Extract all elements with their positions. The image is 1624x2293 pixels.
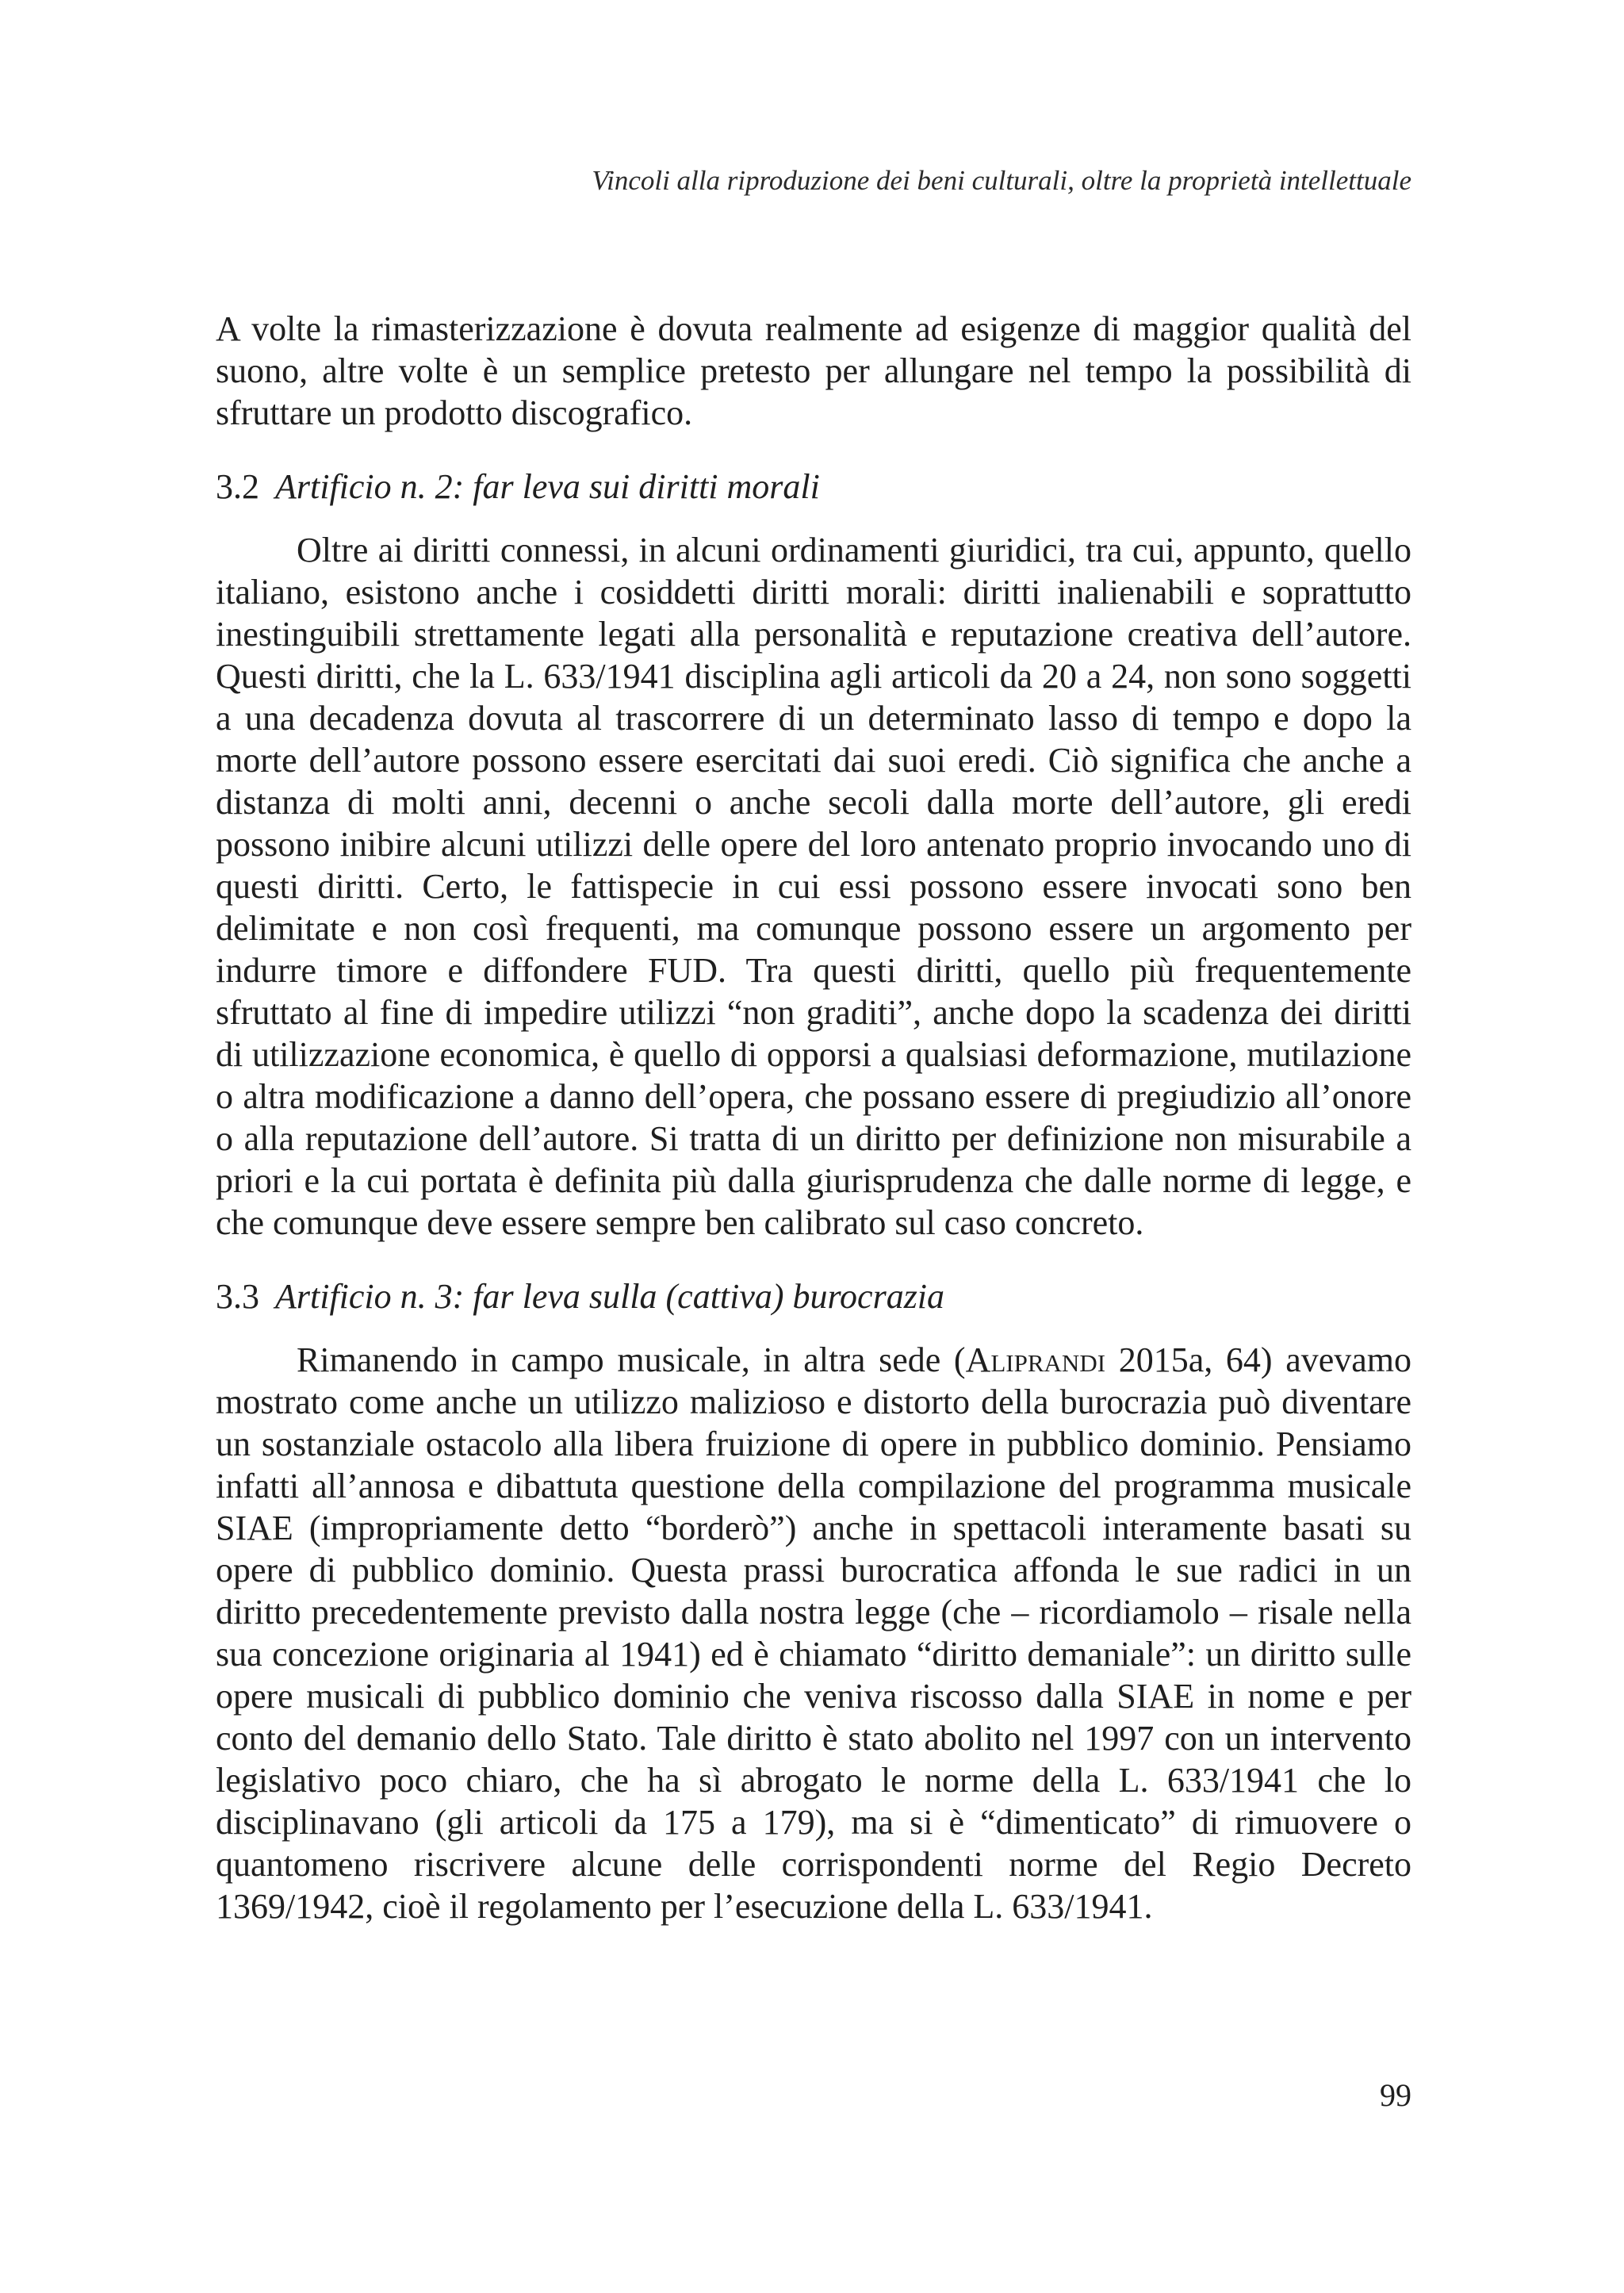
section-title: Artificio n. 3: far leva sulla (cattiva) burocrazia (275, 1277, 945, 1316)
spacer (216, 508, 1411, 529)
citation-reference: 2015a, 64 (1105, 1340, 1261, 1379)
section-3-2-paragraph: Oltre ai diritti connessi, in alcuni ordinamenti giuridici, tra cui, appunto, quello italiano, esistono anche i cosiddetti diritti morali: diritti inalienabili e soprattutto inestinguibili strettamente legati alla personalità e reputazione creativa dell’autore. Questi diritti, che la L. 633/1941 disciplina agli articoli da 20 a 24, non sono soggetti a una decadenza dovuta al trascorrere di un determinato lasso di tempo e dopo la morte dell’autore possono essere esercitati dai suoi eredi. Ciò significa che anche a distanza di molti anni, decenni o anche secoli dalla morte dell’autore, gli eredi possono inibire alcuni utilizzi delle opere del loro antenato proprio invocando uno di questi diritti. Certo, le fattispecie in cui essi possono essere invocati sono ben delimitate e non così frequenti, ma comunque possono essere un argomento per indurre timore e diffondere FUD. Tra questi diritti, quello più frequentemente sfruttato al fine di impedire utilizzi “non graditi”, anche dopo la scadenza dei diritti di utilizzazione economica, è quello di opporsi a qualsiasi deformazione, mutilazione o altra modificazione a danno dell’opera, che possano essere di pregiudizio all’onore o alla reputazione dell’autore. Si tratta di un diritto per definizione non misurabile a priori e la cui portata è definita più dalla giurisprudenza che dalle norme di legge, e che comunque deve essere sempre ben calibrato sul caso concreto. (216, 531, 1411, 1242)
section-title: Artificio n. 2: far leva sui diritti morali (275, 467, 820, 506)
intro-paragraph: A volte la rimasterizzazione è dovuta realmente ad esigenze di maggior qualità del suono, altre volte è un semplice pretesto per allungare nel tempo la possibilità di sfruttare un prodotto discografico. (216, 309, 1411, 432)
citation-author: Aliprandi (965, 1340, 1106, 1379)
spacer (216, 1317, 1411, 1339)
paragraph-text: Rimanendo in campo musicale, in altra sede ( (297, 1340, 966, 1379)
paragraph-text: ) avevamo mostrato come anche un utilizzo malizioso e distorto della burocrazia può diventare un sostanziale ostacolo alla libera fruizione di opere in pubblico dominio. Pensiamo infatti all’annosa e dibattuta questione della compilazione del programma musicale SIAE (impropriamente detto “borderò”) anche in spettacoli interamente basati su opere di pubblico dominio. Questa prassi burocratica affonda le sue radici in un diritto precedentemente previsto dalla nostra legge (che – ricordiamolo – risale nella sua concezione originaria al 1941) ed è chiamato “diritto demaniale”: un diritto sulle opere musicali di pubblico dominio che veniva riscosso dalla SIAE in nome e per conto del demanio dello Stato. Tale diritto è stato abolito nel 1997 con un intervento legislativo poco chiaro, che ha sì abrogato le norme della L. 633/1941 che lo disciplinavano (gli articoli da 175 a 179), ma si è “dimenticato” di rimuovere o quantomeno riscrivere alcune delle corrispondenti norme del Regio Decreto 1369/1942, cioè il regolamento per l’esecuzione della L. 633/1941. (216, 1340, 1412, 1926)
section-heading-3-2 (216, 466, 1411, 508)
spacer (216, 434, 1411, 466)
page-number: 99 (1380, 2077, 1411, 2113)
running-head: Vincoli alla riproduzione dei beni culturali, oltre la proprietà intellettuale (592, 165, 1411, 196)
section-number: 3.3 (216, 1277, 259, 1316)
section-number: 3.2 (216, 467, 259, 506)
spacer (216, 1244, 1411, 1275)
section-3-3-paragraph (216, 1339, 1411, 1927)
page-body (216, 308, 1411, 1927)
section-heading-3-3 (216, 1275, 1411, 1317)
